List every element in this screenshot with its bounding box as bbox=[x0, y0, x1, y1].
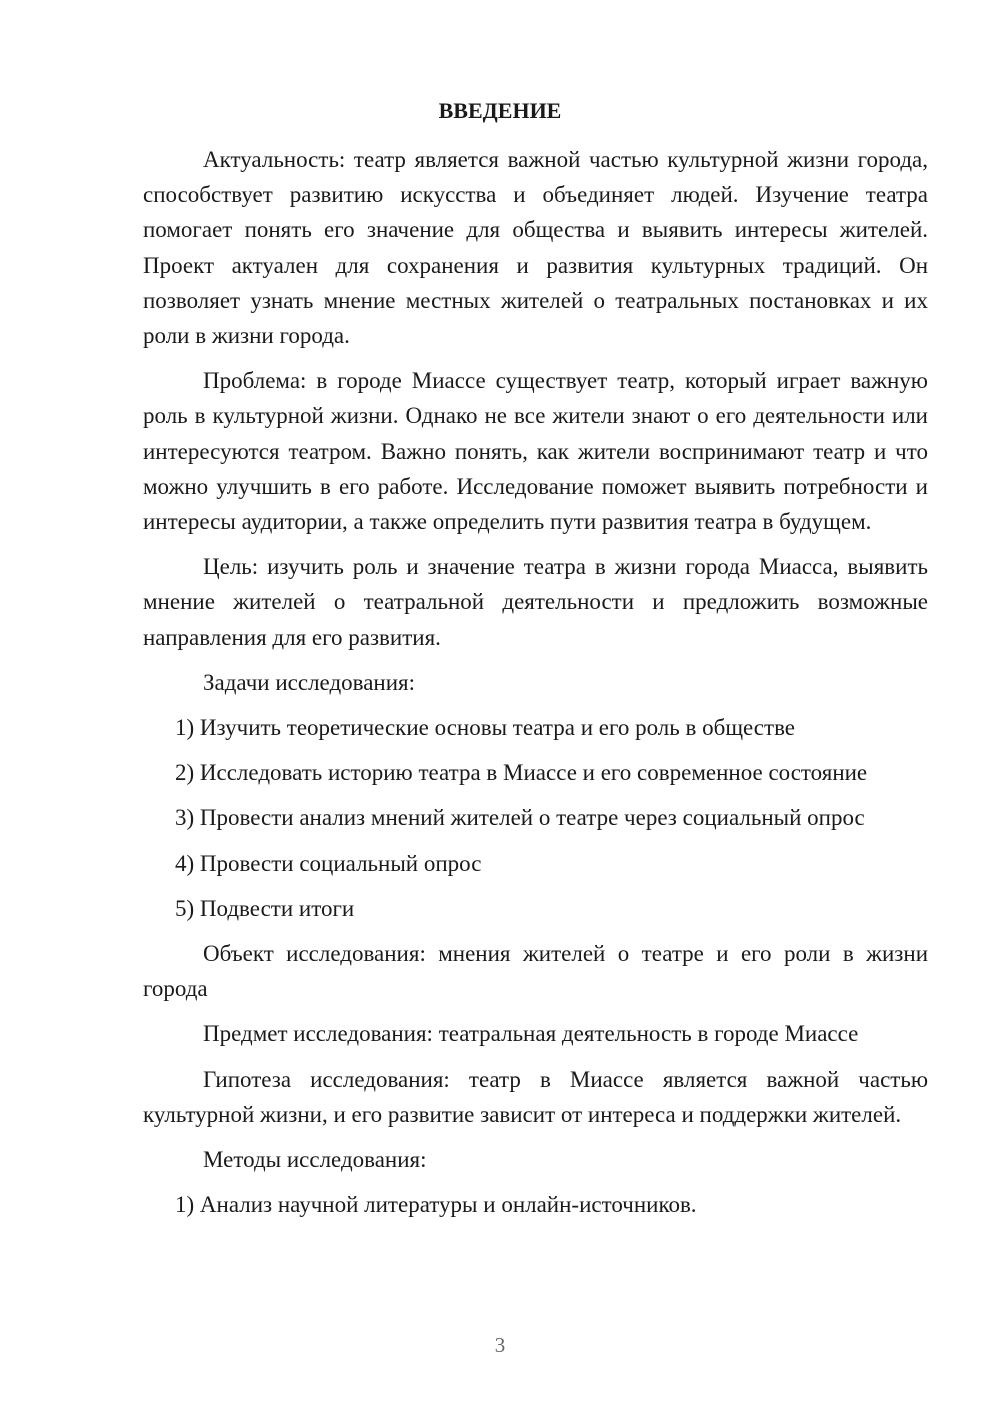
paragraph-goal: Цель: изучить роль и значение театра в жизни города Миасса, выявить мнение жителей о театральной деятельности и предложить возможные направления для его развития. bbox=[143, 554, 928, 650]
list-item: 1) Анализ научной литературы и онлайн-источников. bbox=[175, 1192, 697, 1218]
tasks-list bbox=[143, 710, 928, 926]
document-body bbox=[143, 142, 928, 1222]
methods-list bbox=[143, 1187, 928, 1222]
paragraph-problem: Проблема: в городе Миассе существует театр, который играет важную роль в культурной жизни. Однако не все жители знают о его деятельности или интересуются театром. Важно понять, как жители воспринимают театр и что можно улучшить в его работе. Исследование поможет выявить потребности и интересы аудитории, а также определить пути развития театра в будущем. bbox=[143, 368, 928, 535]
paragraph-subject: Предмет исследования: театральная деятельность в городе Миассе bbox=[203, 1021, 859, 1047]
list-item: 4) Провести социальный опрос bbox=[175, 850, 482, 876]
page-title: ВВЕДЕНИЕ bbox=[438, 98, 562, 123]
list-item: 5) Подвести итоги bbox=[175, 895, 355, 921]
methods-heading: Методы исследования: bbox=[203, 1147, 427, 1173]
list-item: 3) Провести анализ мнений жителей о театре через социальный опрос bbox=[175, 805, 865, 831]
list-item: 1) Изучить теоретические основы театра и его роль в обществе bbox=[175, 715, 796, 741]
tasks-heading: Задачи исследования: bbox=[203, 669, 416, 695]
page-number: 3 bbox=[494, 1333, 506, 1357]
list-item: 2) Исследовать историю театра в Миассе и его современное состояние bbox=[175, 760, 868, 786]
paragraph-relevance: Актуальность: театр является важной частью культурной жизни города, способствует развитию искусства и объединяет людей. Изучение театра помогает понять его значение для общества и выявить интересы жителей. Проект актуален для сохранения и развития культурных традиций. Он позволяет узнать мнение местных жителей о театральных постановках и их роли в жизни города. bbox=[143, 147, 928, 349]
paragraph-object: Объект исследования: мнения жителей о театре и его роли в жизни города bbox=[143, 941, 928, 1002]
paragraph-hypothesis: Гипотеза исследования: театр в Миассе является важной частью культурной жизни, и его развитие зависит от интереса и поддержки жителей. bbox=[143, 1066, 928, 1127]
